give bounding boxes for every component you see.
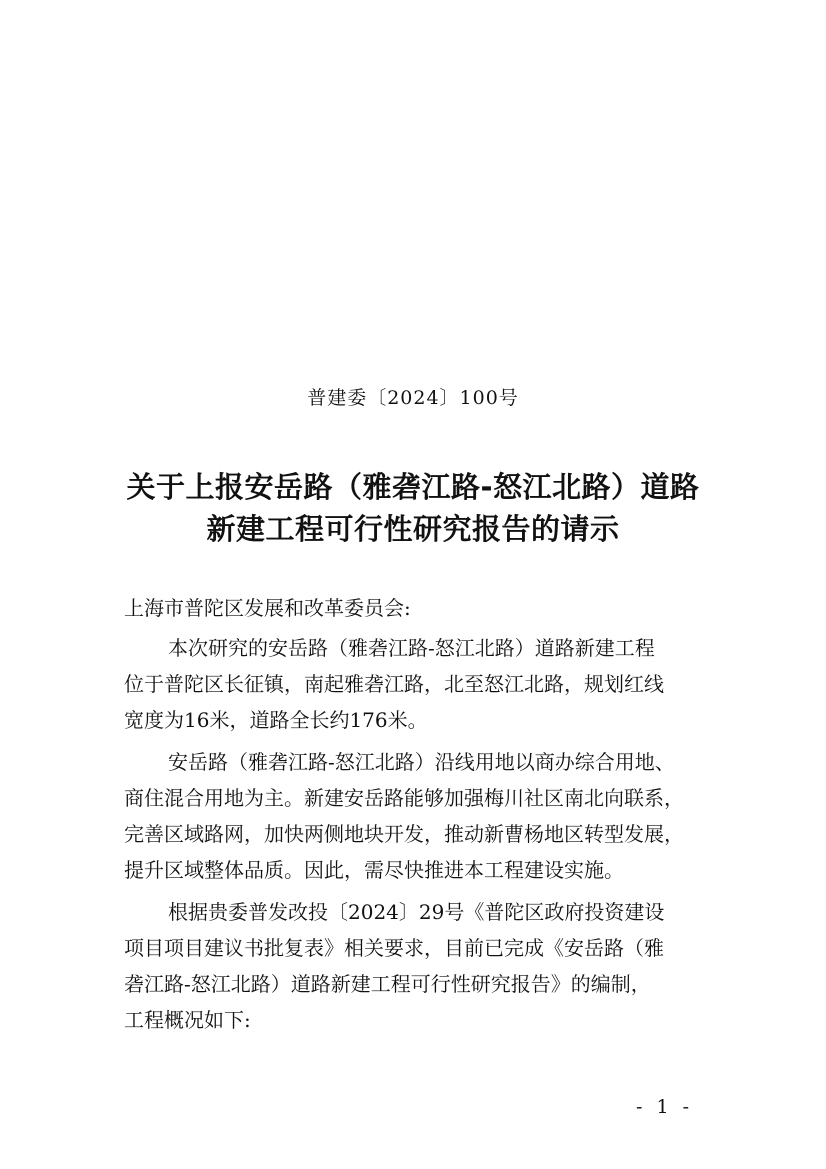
recipient-line: 上海市普陀区发展和改革委员会: bbox=[124, 596, 411, 620]
paragraph-line: 本次研究的安岳路（雅砻江路-怒江北路）道路新建工程 bbox=[168, 636, 655, 660]
title-line: 关于上报安岳路（雅砻江路-怒江北路）道路 bbox=[126, 470, 700, 504]
paragraph-line: 根据贵委普发改投〔2024〕29号《普陀区政府投资建设 bbox=[168, 900, 665, 924]
paragraph-line: 商住混合用地为主。新建安岳路能够加强梅川社区南北向联系， bbox=[124, 786, 684, 810]
paragraph bbox=[124, 894, 724, 1038]
paragraph-line: 工程概况如下: bbox=[124, 1008, 251, 1032]
document-title bbox=[0, 466, 826, 550]
paragraph-line: 项目项目建议书批复表》相关要求，目前已完成《安岳路（雅 bbox=[124, 936, 664, 960]
paragraph bbox=[124, 630, 724, 738]
paragraph-line: 安岳路（雅砻江路-怒江北路）沿线用地以商办综合用地、 bbox=[168, 750, 675, 774]
title-line: 新建工程可行性研究报告的请示 bbox=[206, 512, 620, 546]
paragraph bbox=[124, 744, 724, 888]
paragraph-line: 完善区域路网，加快两侧地块开发，推动新曹杨地区转型发展， bbox=[124, 822, 684, 846]
paragraph-line: 宽度为16米，道路全长约176米。 bbox=[124, 708, 428, 732]
page-number: - 1 - bbox=[636, 1096, 694, 1118]
paragraph-line: 砻江路-怒江北路）道路新建工程可行性研究报告》的编制， bbox=[124, 972, 651, 996]
document-body bbox=[124, 630, 724, 1044]
paragraph-line: 位于普陀区长征镇，南起雅砻江路，北至怒江北路，规划红线 bbox=[124, 672, 664, 696]
document-number: 普建委〔2024〕100号 bbox=[307, 387, 519, 409]
paragraph-line: 提升区域整体品质。因此，需尽快推进本工程建设实施。 bbox=[124, 858, 624, 882]
